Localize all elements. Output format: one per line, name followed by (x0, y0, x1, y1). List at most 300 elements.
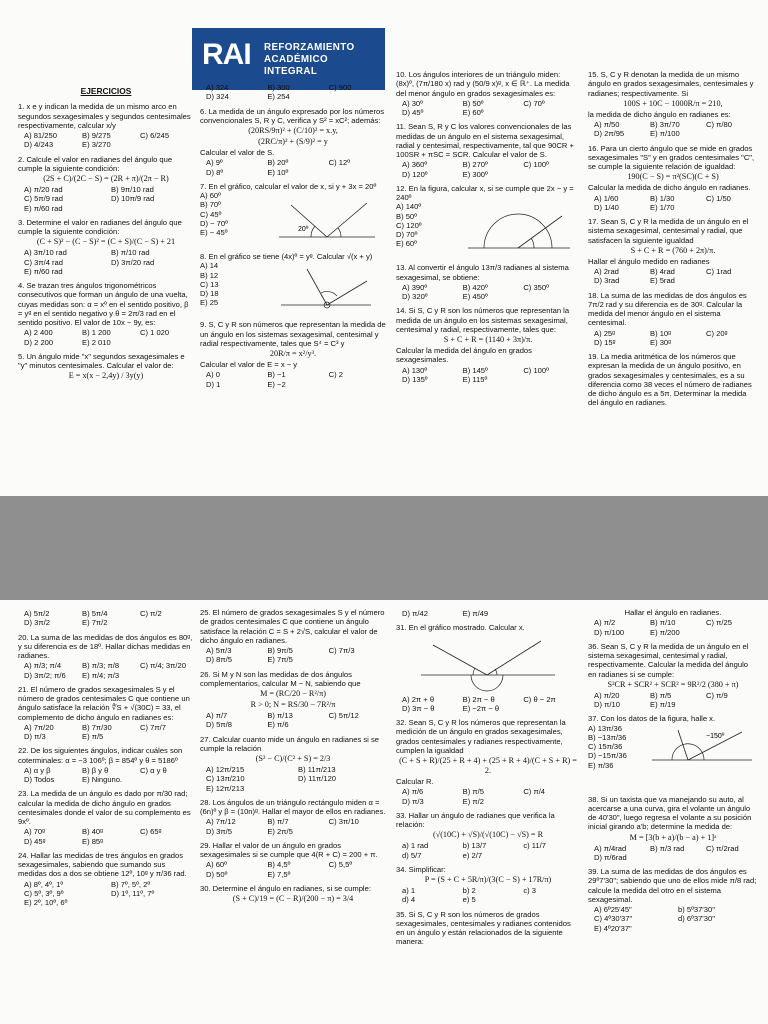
question-text: 19. La media aritmética de los números que expresan la medida de un ángulo positivo, en grados sexagesimales y centesimales, es a su diferencia como 38 veces el número de radianes de dicho ángulo es a 5π. Determinar la medida del ángulo en radianes. (588, 352, 752, 408)
option: D) 324 (206, 92, 229, 102)
option: b) 5º37'30" (678, 905, 715, 914)
question-5-options (200, 83, 386, 102)
option: D) 8π/5 (206, 655, 232, 665)
option: D) 70º (396, 230, 418, 239)
option: B) 11π/213 (298, 765, 336, 774)
question-17 (588, 217, 758, 286)
rai-logo (192, 28, 385, 90)
question-text: 35. Si S, C y R son los números de grados sexagesimales, centesimales y radianes contenidos en un ángulo y están relacionados de la siguiente manera: (396, 909, 571, 947)
option: B) 40ᵍ (82, 827, 104, 837)
option: B) 50º (462, 98, 484, 108)
option: E) 85ᵍ (82, 836, 104, 846)
question-33 (396, 811, 580, 860)
logo-mark: RAI (202, 38, 251, 71)
bottom-column-4 (588, 608, 758, 1022)
option: A) 1/60 (594, 193, 619, 203)
answer-options (402, 160, 580, 179)
option: B) 420º (462, 282, 488, 292)
option: D) 45º (402, 108, 424, 117)
option: E) 5rad (650, 276, 675, 286)
option: b) 13/7 (462, 841, 487, 851)
option: E) π/100 (650, 129, 680, 139)
question-36 (588, 642, 758, 710)
question-text: 11. Sean S, R y C los valores convencionales de las medidas de un ángulo en el sistema sexagesimal, radial y centesimal, respectivamente, tal que 90CR + 100SR + πSC = SCR. Calcular el valor de S. (396, 122, 574, 159)
option: D) π/3 (24, 732, 46, 741)
question-text: 33. Hallar un ángulo de radianes que verifica la relación: (396, 810, 555, 829)
question-text: 25. El número de grados sexagesimales S y el número de grados centesimales C que contiene un ángulo satisface la relación C = S + 2√S, calcular el valor de dicho ángulo en radianes. (200, 608, 385, 645)
option: A) π/6 (402, 787, 424, 797)
answer-options (24, 880, 194, 908)
option: B) 7π/30 (82, 722, 112, 732)
option: A) π/20 (594, 690, 620, 700)
answer-options (402, 886, 580, 905)
option: B) 1 200 (82, 328, 111, 338)
option: E) π/2 (462, 796, 484, 806)
option: A) 7π/20 (24, 722, 54, 732)
option: B) π/7 (267, 817, 289, 827)
option: A) 13π/36 (588, 723, 622, 733)
exercises-title: EJERCICIOS (80, 86, 132, 96)
option: B) 1/30 (650, 193, 675, 203)
option: C) 100º (523, 160, 549, 170)
option: A) 3π/10 rad (24, 248, 67, 258)
option: B) 20º (267, 158, 289, 168)
question-19-options (18, 609, 194, 628)
question-22 (18, 746, 194, 784)
angle-figure-q7 (271, 193, 381, 245)
option: D) 3π − θ (402, 703, 435, 713)
option: C) 900 (328, 83, 352, 92)
formula: M = [3(b + a)/(b − a) + 1]ᵃ (629, 832, 717, 842)
option: B) 5π/4 (82, 609, 108, 618)
answer-options (402, 283, 580, 302)
option: A) 81/250 (24, 131, 57, 140)
option: E) 30ᵍ (650, 337, 672, 347)
question-text: 34. Simplificar: (396, 864, 446, 874)
option: D) − 70º (200, 218, 228, 228)
option: D) 3rad (594, 276, 620, 286)
question-text: Hallar el ángulo en radianes. (624, 608, 722, 617)
option: A) π/7 (206, 711, 228, 720)
question-text: Calcular el valor de S. (200, 148, 275, 157)
option: D) 4/243 (24, 140, 54, 150)
question-39 (588, 867, 758, 933)
option: D) 2 200 (24, 337, 54, 347)
option: e) 5 (462, 895, 476, 905)
option: E) 60º (396, 239, 417, 249)
option: C) π/9 (706, 690, 728, 700)
option: E) 25 (200, 298, 219, 308)
option: B) 9/275 (82, 131, 111, 140)
option: C) 5π/12 (328, 711, 359, 720)
question-7 (200, 182, 386, 247)
answer-options (206, 817, 386, 836)
question-text: Calcular la medida del ángulo en grados sexagesimales. (396, 346, 532, 365)
option: D) 320º (402, 292, 428, 301)
option: B) 145º (462, 365, 488, 375)
option: E) 12π/213 (206, 783, 245, 793)
angle-figure-q31 (413, 635, 563, 693)
answer-options (206, 646, 386, 665)
option: D) 15ᵍ (594, 337, 616, 347)
question-text: Calcular la medida de dicho ángulo en radianes. (588, 183, 751, 193)
question-text: la medida de dicho ángulo en radianes es: (588, 109, 731, 119)
question-34 (396, 865, 580, 905)
question-37 (588, 714, 758, 789)
question-text: Calcular el valor de E = x − y (200, 360, 298, 369)
worksheet-page-bottom (0, 600, 768, 1024)
option: B) 9π/10 rad (111, 185, 154, 194)
option: B) 9π/5 (267, 646, 293, 655)
option: C) 1 020 (140, 328, 170, 338)
option: C) 2 (328, 370, 344, 380)
option: C) 3π/10 (328, 817, 359, 827)
top-column-1 (18, 80, 194, 494)
answer-options (396, 202, 456, 248)
question-35 (396, 910, 580, 947)
option: d) 5/7 (402, 850, 422, 860)
option: D) π/3 (402, 796, 424, 806)
option: A) α y β (24, 765, 51, 775)
formula: 190(C − S) = π²(SC)(C + S) (627, 172, 719, 182)
option: B) π/10 (650, 618, 676, 628)
option: A) π/2 (594, 618, 616, 628)
option: E) π/4; π/3 (82, 670, 120, 680)
question-25 (200, 608, 386, 665)
question-text: 30. Determine el ángulo en radianes, si se cumple: (200, 883, 371, 893)
option: A) 8º, 4º, 1º (24, 879, 64, 889)
option: A) 60º (206, 860, 227, 870)
option: B) 7º, 5º, 2º (111, 879, 151, 889)
option: D) 135º (402, 374, 428, 384)
question-text: 38. Si un taxista que va manejando su auto, al acercarse a una curva, gira el volante un ángulo de 40'30", luego regresa el volante a su posición inicial girando a'b; determine la medida de: (588, 794, 752, 832)
option: A) 360º (402, 160, 428, 170)
formula: E = x(x − 2,4y) / 3y(y) (68, 371, 144, 381)
answer-options (402, 99, 580, 118)
option: D) 5π/8 (206, 720, 232, 730)
question-text: 9. S, C y R son números que representan la medida de un ángulo en los sistemas sexagesimal, centesimal y radial respectivamente, tales que S⁴ = C³ y (200, 320, 386, 348)
option: B) 50º (396, 211, 417, 221)
question-text: Calcular R. (396, 777, 434, 786)
question-text: 1. x e y indican la medida de un mismo arco en segundos sexagesimales y segundos centesimales respectivamente, calcular x/y (18, 102, 191, 130)
option: E) 7π/2 (82, 618, 108, 628)
answer-options (594, 267, 758, 286)
option: D) 3π/2; π/6 (24, 670, 66, 680)
question-text: 22. De los siguientes ángulos, indicar cuáles son coterminales: α = −3 106º; β = 854º y θ = 5186º (18, 746, 183, 765)
question-24 (18, 851, 194, 908)
formula: 100S + 10C − 1000R/π = 210, (623, 98, 723, 108)
question-body (588, 724, 758, 790)
option: A) 5π/2 (24, 609, 50, 618)
option: C) 5º, 3º, 9º (24, 888, 64, 898)
option: D) π/100 (594, 627, 625, 637)
option: C) 120º (396, 220, 422, 230)
question-16 (588, 144, 758, 213)
option: A) 390º (402, 282, 428, 292)
question-text: 2. Calcule el valor en radianes del ángulo que cumple la siguiente condición: (18, 154, 173, 173)
formula: 20R/π = x²/y³. (269, 349, 317, 358)
option: D) 8º (206, 167, 224, 177)
option: e) 2/7 (462, 850, 483, 860)
question-10 (396, 70, 580, 117)
question-29 (200, 841, 386, 879)
option: A) π/4rad (594, 843, 627, 853)
option: C) π/2 (140, 609, 162, 618)
question-text: 14. Si S, C y R son los números que representan la medida de un ángulo en los sistemas sexagesimal, centesimal y radial, respectivamente, tales que: (396, 306, 570, 334)
option: B) 300 (267, 83, 290, 92)
option: E) 3/270 (82, 140, 111, 150)
option: D) 50º (206, 869, 228, 879)
option: C) 7π/7 (140, 722, 166, 732)
option: B) π/3 rad (650, 843, 685, 853)
option: D) 18 (200, 289, 219, 298)
answer-options (594, 691, 758, 710)
question-text: 23. La medida de un ángulo es dado por π/30 rad; calcular la medida de dicho ángulo en grados centesimales donde el valor de su complemento es 9xº. (18, 789, 191, 826)
answer-options (206, 370, 386, 389)
formula: (2RC/π)² + (S/9)² = y (258, 137, 328, 146)
option: D) 10π/9 rad (111, 194, 155, 204)
question-text: 37. Con los datos de la figura, halle x. (588, 714, 716, 724)
question-text: 6. La medida de un ángulo expresado por los números convencionales S, R y C, verifica y S² = xC²; además: (200, 106, 385, 125)
option: c) 11/7 (523, 841, 546, 851)
question-text: 20. La suma de las medidas de dos ángulos es 80ᵍ, y su diferencia es de 18º. Hallar dichas medidas en radianes. (18, 632, 193, 660)
question-19 (588, 352, 758, 408)
question-12 (396, 184, 580, 259)
option: C) θ − 2π (523, 694, 556, 704)
option: E) π/36 (588, 760, 614, 770)
option: C) π/80 (706, 120, 732, 129)
option: C) 45º (200, 209, 222, 219)
question-text: 29. Hallar el valor de un ángulo en grados sexagesimales si se cumple que 4(R + C) = 200 + π. (200, 840, 378, 859)
angle-figure-q8 (271, 263, 381, 313)
option: C) π/4; 3π/20 (140, 661, 186, 671)
question-text: 16. Para un cierto ángulo que se mide en grados sexagesimales "S" y en grados centesimales "C", se cumple la siguiente relación de igualdad: (588, 143, 755, 171)
option: C) 5π/9 rad (24, 194, 64, 204)
question-13 (396, 263, 580, 301)
option: D) π/42 (402, 609, 428, 618)
option: D) 11π/120 (298, 774, 337, 784)
option: E) −2 (267, 379, 286, 389)
question-text: 39. La suma de las medidas de dos ángulos es 29º7'30"; sabiendo que uno de ellos mide π/8 rad; calcule la medida del otro en el sistema sexagesimal. (588, 867, 757, 904)
option: E) 300º (462, 169, 488, 179)
option: E) − 45º (200, 228, 228, 237)
question-text: 13. Al convertir el ángulo 13π/3 radianes al sistema sexagesimal, se obtiene: (396, 263, 569, 282)
option: B) 70º (200, 200, 221, 210)
formula: M = (RC/20 − R²/π) (260, 689, 326, 698)
question-14 (396, 306, 580, 384)
answer-options (594, 618, 758, 637)
option: A) 0 (206, 370, 220, 380)
question-text: 15. S, C y R denotan la medida de un mismo ángulo en grados sexagesimales, centesimales y radianes; respectivamente. Si (588, 70, 754, 98)
answer-options (402, 695, 580, 714)
option: C) 100º (523, 365, 549, 375)
option: C) 15π/36 (588, 742, 623, 751)
answer-options (594, 120, 758, 139)
logo-line: ACADÉMICO (264, 53, 329, 65)
formula: (2S + C)/(2C − S) = (2R + π)/(2π − R) (43, 174, 169, 183)
option: E) π/60 rad (24, 203, 63, 213)
answer-options (206, 860, 386, 879)
option: b) 2 (462, 886, 476, 895)
option: E) π/49 (462, 609, 489, 618)
question-23 (18, 789, 194, 846)
question-26 (200, 670, 386, 730)
figure-label: 20º (298, 226, 309, 233)
option: C) 4º30'37" (594, 914, 633, 924)
option: A) 14 (200, 261, 219, 271)
option: C) 1rad (706, 267, 732, 276)
option: A) π/50 (594, 120, 620, 129)
answer-options (206, 158, 386, 177)
option: B) −1 (267, 370, 286, 380)
option: E) Ninguno. (82, 775, 123, 784)
option: d) 6º37'30" (678, 914, 715, 924)
option: D) 45ᵍ (24, 836, 46, 846)
option: D) 2π/95 (594, 129, 625, 139)
answer-options (594, 329, 758, 348)
answer-options (206, 83, 386, 102)
option: C) 13π/210 (206, 774, 245, 784)
formula: S + C + R = (1140 + 3π)/π. (443, 335, 533, 344)
option: C) 7π/3 (328, 646, 355, 655)
option: A) 12π/215 (206, 765, 245, 774)
answer-options (588, 724, 646, 770)
question-text: 18. La suma de las medidas de dos ángulos es 7π/2 rad y su diferencia es de 30ᵍ. Calcular la medida del menor ángulo en el sistema centesimal. (588, 290, 747, 328)
option: E) 10º (267, 167, 289, 177)
option: E) 7,5º (267, 869, 291, 879)
question-6 (200, 107, 386, 177)
option: D) Todos (24, 775, 55, 784)
option: A) 2rad (594, 267, 619, 276)
formula: (√(10C) + √S)/(√(10C) − √S) = R (432, 830, 544, 840)
option: A) 6º25'45" (594, 905, 632, 914)
option: E) 2π/5 (267, 826, 293, 836)
question-body (396, 202, 580, 258)
formula: (C + S)² − (C − S)² = (C + S)/(C − S) + 21 (36, 237, 176, 247)
question-27 (200, 735, 386, 793)
angle-figure-q37 (648, 726, 756, 788)
question-21 (18, 685, 194, 742)
option: A) 7π/12 (206, 817, 236, 827)
answer-options (402, 609, 580, 618)
question-text: 28. Los ángulos de un triángulo rectángulo miden α = (6n)º y β = (10n)ᵍ. Hallar el mayor de ellos en radianes. (200, 797, 386, 816)
option: E) π/6 (267, 720, 289, 730)
option: C) 6/245 (140, 131, 170, 140)
option: B) π/13 (267, 711, 293, 720)
question-text: 5. Un ángulo mide "x" segundos sexagesimales e "y" minutos centesimales. Calcular el valor de: (18, 351, 185, 370)
option: C) α y θ (140, 765, 167, 775)
option: E) π/19 (650, 700, 676, 709)
option: A) 2π + θ (402, 694, 435, 704)
option: B) π/5 (462, 787, 484, 797)
question-3 (18, 218, 194, 276)
answer-options (200, 261, 266, 307)
option: A) 60º (200, 191, 221, 200)
bottom-column-1 (18, 608, 194, 1022)
answer-options (24, 766, 194, 785)
answer-options (594, 844, 758, 863)
question-18 (588, 291, 758, 348)
question-body (200, 191, 386, 247)
option: D) 1 (206, 379, 221, 389)
worksheet-page-top (0, 0, 768, 496)
option: D) 1º, 11º, 7º (111, 888, 155, 898)
option: B) π/10 rad (111, 248, 150, 258)
formula: R > 0; N = RS/30 − 7R²/π (250, 700, 336, 709)
option: B) 3π/70 (650, 120, 680, 129)
option: D) 120º (402, 169, 428, 179)
answer-options (594, 194, 758, 213)
question-11 (396, 122, 580, 179)
option: C) π/2rad (706, 843, 739, 853)
option: E) −2π − θ (462, 703, 500, 713)
formula: P = (S + C + 5R/π)/(3(C − S) + 17R/π) (424, 875, 552, 884)
option: E) π/200 (650, 627, 680, 637)
option: C) 3π/4 rad (24, 257, 64, 267)
formula: (S + C)/19 = (C − R)/(200 − π) = 3/4 (232, 894, 354, 903)
top-column-2 (200, 82, 386, 494)
answer-options (402, 366, 580, 385)
option: B) 12 (200, 270, 219, 280)
logo-wordmark (264, 42, 354, 77)
question-31 (396, 623, 580, 713)
option: d) 4 (402, 895, 416, 905)
bottom-column-3 (396, 608, 580, 1022)
answer-options (24, 328, 194, 347)
question-1 (18, 102, 194, 149)
question-38 (588, 795, 758, 863)
option: D) 1/40 (594, 202, 619, 212)
answer-options (24, 661, 194, 680)
question-text: 12. En la figura, calcular x, si se cumple que 2x − y = 240º (396, 183, 574, 202)
answer-options (206, 711, 386, 730)
option: A) 2 400 (24, 328, 53, 338)
question-text: 32. Sean S, C y R los números que representan la medición de un ángulo en grados sexagesimales, grados centesimales y radianes respectivamente, cumplen la igualdad (396, 718, 566, 755)
option: D) −15π/36 (588, 751, 627, 761)
option: D) π/6rad (594, 852, 627, 862)
option: C) 65ᵍ (140, 827, 162, 837)
option: D) π/10 (594, 700, 620, 709)
question-35-continued (588, 608, 758, 637)
option: a) 1 (402, 886, 416, 895)
answer-options (24, 131, 194, 150)
option: E) 2 010 (82, 337, 111, 347)
option: B) 2π − θ (462, 694, 495, 704)
option: E) 60º (462, 108, 484, 117)
question-text: 24. Hallar las medidas de tres ángulos en grados sexagesimales, sabiendo que sumando sus medidas dos a dos se obtiene 12º, 10ᵍ y π/36 rad. (18, 850, 187, 879)
formula: (20RS/9π)² + (C/10)² = x.y, (248, 126, 338, 135)
option: B) 270º (462, 160, 488, 170)
logo-line: REFORZAMIENTO (264, 42, 355, 53)
answer-options (206, 765, 386, 793)
option: A) 30º (402, 98, 423, 108)
answer-options (24, 248, 194, 276)
option: E) 254 (267, 92, 290, 102)
question-2 (18, 155, 194, 213)
question-30 (200, 884, 386, 904)
formula: (C + S + R)/(25 + R + 4) + (25 + R + 4)/(C + S + R) = 2. (399, 756, 577, 775)
question-text: 36. Sean S, C y R la medida de un ángulo en el sistema sexagesimal, centesimal y radial, respectivamente. Calcular la medida del ángulo en radianes si se cumple: (588, 641, 749, 679)
option: B) π/3; π/8 (82, 661, 120, 671)
question-4 (18, 281, 194, 347)
answer-options (24, 827, 194, 846)
top-column-4 (588, 70, 758, 494)
question-text: 8. En el gráfico se tiene (4x)º = yᵍ. Calcular √(x + y) (200, 252, 373, 261)
question-body (200, 261, 386, 315)
figure-label: −150º (706, 732, 725, 740)
answer-options (402, 787, 580, 806)
option: c) 3 (523, 886, 536, 895)
